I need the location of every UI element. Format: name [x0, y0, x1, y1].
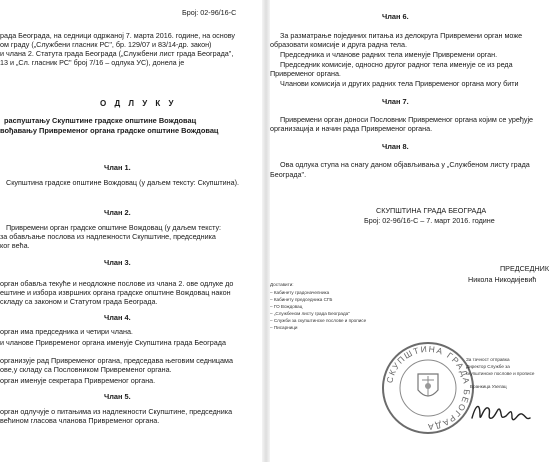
certify-line: За тачност отправка [466, 357, 510, 362]
article-2-heading: Члан 2. [104, 208, 131, 217]
delivery-item: – ГО Вождовац [270, 304, 303, 309]
article-1-text: Скупштина градске општине Вождовац (у даљем тексту: Скупштина). [6, 178, 239, 187]
delivery-item: – Служби за скупштинске послове и прописе [270, 318, 367, 323]
delivery-item: – Писарници [270, 325, 298, 330]
delivery-item: – „Службеном листу града Београда" [270, 311, 350, 316]
article-8-text: Београда". [270, 170, 307, 179]
decision-subject: распуштању Скупштине градске општине Вождовац [4, 116, 197, 125]
article-5-text: већином гласова чланова Привременог органа. [0, 416, 160, 425]
delivery-item: – Кабинету градоначелника [270, 290, 330, 295]
delivery-heading: Доставити: [270, 282, 294, 287]
certify-name: Бранкица Узелац [470, 384, 507, 389]
article-3-text: ештине и избора извршних органа градске општине Вождовац након [0, 288, 231, 297]
handwritten-signature [468, 398, 532, 428]
delivery-item: – Кабинету председника СГБ [270, 297, 333, 302]
article-6-text: За разматрање појединих питања из делокруга Привремени орган може [280, 31, 523, 40]
official-seal [380, 340, 476, 436]
left-page [0, 0, 262, 462]
article-1-heading: Члан 1. [104, 163, 131, 172]
article-3-text: складу са законом и Статутом града Београда. [0, 297, 158, 306]
intro-line: ом граду („Службени гласник РС", бр. 129/07 и 83/14-др. закон) [0, 40, 212, 49]
president-name: Никола Никодијевић [468, 275, 537, 284]
article-6-text: Председник комисије, односно другог радног тела именује се из реда [280, 60, 513, 69]
assembly-name: СКУПШТИНА ГРАДА БЕОГРАДА [376, 206, 487, 215]
article-3-text: орган обавља текуће и неодложне послове из члана 2. ове одлуке до [0, 279, 234, 288]
document-number: Број: 02-96/16-С [182, 8, 237, 17]
decision-subject: вођавању Привременог органа градске општине Вождовац [0, 126, 219, 135]
article-6-text: Привременог органа. [270, 69, 341, 78]
article-6-heading: Члан 6. [382, 12, 409, 21]
article-4-text: организује рад Привременог органа, председава његовим седницама [0, 356, 233, 365]
article-4-text: и чланове Привременог органа именује Скупштина града Београда [0, 338, 226, 347]
article-5-text: орган одлучује о питањима из надлежности Скупштине, председника [0, 407, 233, 416]
article-6-text: Председника и чланове радних тела именује Привремени орган. [280, 50, 498, 59]
intro-line: и члана 2. Статута града Београда („Службени лист града Београда", [0, 49, 234, 58]
article-7-heading: Члан 7. [382, 97, 409, 106]
article-5-heading: Члан 5. [104, 392, 131, 401]
article-6-text: образовати комисије и друга радна тела. [270, 40, 407, 49]
article-4-text: ове,у складу са Пословником Привременог органа. [0, 365, 172, 374]
article-4-heading: Члан 4. [104, 313, 131, 322]
svg-text:СКУПШТИНА ГРАДА БЕОГРАДА: СКУПШТИНА ГРАДА БЕОГРАДА [384, 343, 473, 433]
article-7-text: организација и начин рада Привременог органа. [270, 124, 433, 133]
certify-line: скупштинске послове и прописе [466, 371, 535, 376]
article-3-heading: Члан 3. [104, 258, 131, 267]
intro-line: 13 и „Сл. гласник РС" број 7/16 – одлука УС), донела је [0, 58, 185, 67]
president-title: ПРЕДСЕДНИК [500, 264, 549, 273]
right-page [270, 0, 549, 462]
article-4-text: орган има председника и четири члана. [0, 327, 133, 336]
number-and-date: Број: 02-96/16-С – 7. март 2016. године [364, 216, 495, 225]
article-6-text: Чланови комисија и других радних тела Привременог органа могу бити [280, 79, 519, 88]
article-2-text: за обављање послова из надлежности Скупштине, председника [0, 232, 216, 241]
article-8-heading: Члан 8. [382, 142, 409, 151]
decision-title: О Д Л У К У [100, 99, 177, 108]
article-4-text: орган именује секретара Привременог органа. [0, 376, 156, 385]
article-2-text: Привремени орган градске општине Вождовац (у даљем тексту: [6, 223, 222, 232]
article-2-text: ког већа. [0, 241, 30, 250]
article-7-text: Привремени орган доноси Пословник Привременог органа којим се уређује [280, 115, 534, 124]
page-gutter [262, 0, 270, 462]
certify-line: Директор Службе за [466, 364, 510, 369]
intro-line: рада Београда, на седници одржаној 7. марта 2016. године, на основу [0, 31, 235, 40]
article-8-text: Ова одлука ступа на снагу даном објављивања у „Службеном листу града [280, 160, 530, 169]
